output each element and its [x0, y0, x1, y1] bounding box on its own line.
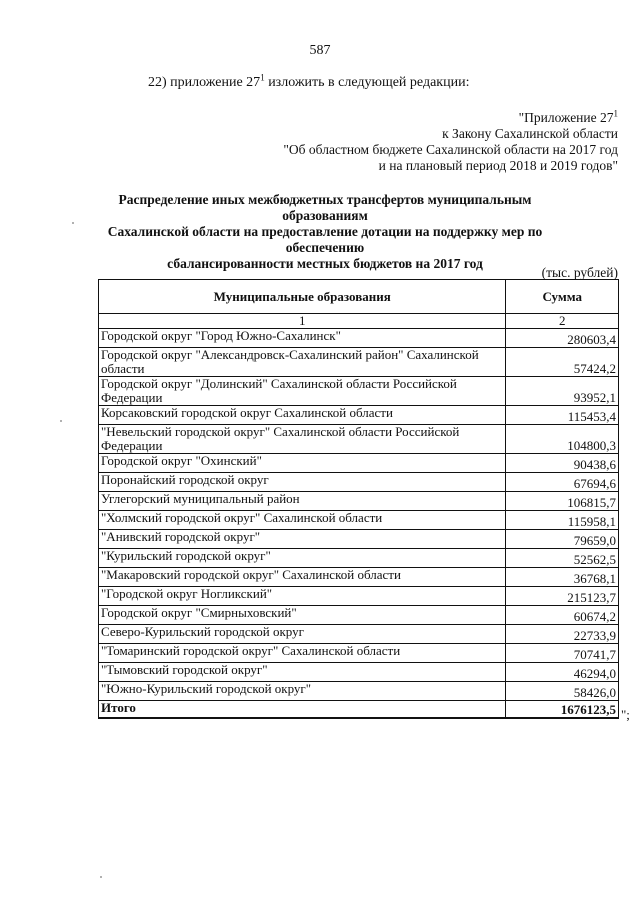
transfer-sum: 58426,0 — [506, 682, 619, 701]
page-number: 587 — [309, 43, 331, 58]
municipality-name: Углегорский муниципальный район — [99, 492, 506, 511]
transfer-sum: 67694,6 — [506, 473, 619, 492]
table-row — [99, 530, 619, 549]
table-row — [99, 663, 619, 682]
transfers-table — [98, 279, 619, 719]
municipality-name: Северо-Курильский городской округ — [99, 625, 506, 644]
title-line1: Распределение иных межбюджетных трансфертов муниципальным образованиям — [118, 192, 532, 223]
units-label: (тыс. рублей) — [541, 265, 618, 280]
transfer-sum: 36768,1 — [506, 568, 619, 587]
transfer-sum: 104800,3 — [506, 425, 619, 454]
appendix-reference — [283, 110, 618, 174]
total-row — [99, 701, 619, 719]
table-row — [99, 425, 619, 454]
transfer-sum: 46294,0 — [506, 663, 619, 682]
transfer-sum: 22733,9 — [506, 625, 619, 644]
closing-quote: "; — [621, 707, 630, 722]
table-row — [99, 348, 619, 377]
appendix-ref-superscript: 1 — [613, 108, 618, 119]
municipality-name: Корсаковский городской округ Сахалинской области — [99, 406, 506, 425]
appendix-ref-line1 — [283, 110, 618, 126]
table-row — [99, 625, 619, 644]
municipality-name: Поронайский городской округ — [99, 473, 506, 492]
municipality-name: Городской округ "Город Южно-Сахалинск" — [99, 329, 506, 348]
table-row — [99, 682, 619, 701]
municipality-name: "Томаринский городской округ" Сахалинской области — [99, 644, 506, 663]
transfer-sum: 93952,1 — [506, 377, 619, 406]
table-row — [99, 492, 619, 511]
transfer-sum: 70741,7 — [506, 644, 619, 663]
municipality-name: "Анивский городской округ" — [99, 530, 506, 549]
title-line2: Сахалинской области на предоставление дотации на поддержку мер по обеспечению — [107, 224, 543, 255]
appendix-ref-line4: и на плановый период 2018 и 2019 годов" — [378, 158, 618, 173]
column-number-1: 1 — [99, 314, 506, 329]
total-label: Итого — [99, 701, 506, 719]
municipality-name: Городской округ "Смирныховский" — [99, 606, 506, 625]
table-row — [99, 454, 619, 473]
title-line3: сбалансированности местных бюджетов на 2017 год — [167, 256, 483, 271]
municipality-name: "Макаровский городской округ" Сахалинской области — [99, 568, 506, 587]
scan-speck — [100, 876, 102, 878]
transfer-sum: 106815,7 — [506, 492, 619, 511]
table-row — [99, 644, 619, 663]
table-row — [99, 473, 619, 492]
instruction-prefix: 22) приложение 27 — [148, 75, 261, 90]
transfer-sum: 79659,0 — [506, 530, 619, 549]
column-number-row — [99, 314, 619, 329]
header-sum: Сумма — [506, 280, 619, 314]
transfer-sum: 115958,1 — [506, 511, 619, 530]
amendment-instruction — [148, 72, 470, 91]
total-sum: 1676123,5 — [506, 701, 619, 719]
table-row — [99, 377, 619, 406]
scan-speck — [60, 420, 62, 422]
appendix-ref-line3: "Об областном бюджете Сахалинской области на 2017 год — [283, 142, 618, 157]
table-row — [99, 511, 619, 530]
transfer-sum: 280603,4 — [506, 329, 619, 348]
transfer-sum: 115453,4 — [506, 406, 619, 425]
transfer-sum: 90438,6 — [506, 454, 619, 473]
table-row — [99, 549, 619, 568]
document-title — [90, 192, 560, 272]
instruction-suffix: изложить в следующей редакции: — [264, 75, 470, 90]
municipality-name: "Холмский городской округ" Сахалинской области — [99, 511, 506, 530]
transfer-sum: 52562,5 — [506, 549, 619, 568]
transfer-sum: 215123,7 — [506, 587, 619, 606]
municipality-name: Городской округ "Долинский" Сахалинской области Российской Федерации — [99, 377, 506, 406]
table-body — [99, 314, 619, 719]
appendix-ref-line2: к Закону Сахалинской области — [442, 126, 618, 141]
municipality-name: "Невельский городской округ" Сахалинской области Российской Федерации — [99, 425, 506, 454]
table-header-row — [99, 280, 619, 314]
table-row — [99, 587, 619, 606]
appendix-ref-line1-text: "Приложение 27 — [518, 110, 614, 125]
municipality-name: "Южно-Курильский городской округ" — [99, 682, 506, 701]
transfer-sum: 57424,2 — [506, 348, 619, 377]
column-number-2: 2 — [506, 314, 619, 329]
table-row — [99, 568, 619, 587]
municipality-name: Городской округ "Охинский" — [99, 454, 506, 473]
municipality-name: "Тымовский городской округ" — [99, 663, 506, 682]
scan-speck — [72, 222, 74, 224]
header-municipalities: Муниципальные образования — [99, 280, 506, 314]
transfer-sum: 60674,2 — [506, 606, 619, 625]
municipality-name: "Городской округ Ногликский" — [99, 587, 506, 606]
table-row — [99, 406, 619, 425]
table-row — [99, 606, 619, 625]
instruction-superscript: 1 — [260, 72, 265, 83]
table-row — [99, 329, 619, 348]
municipality-name: "Курильский городской округ" — [99, 549, 506, 568]
municipality-name: Городской округ "Александровск-Сахалинский район" Сахалинской области — [99, 348, 506, 377]
